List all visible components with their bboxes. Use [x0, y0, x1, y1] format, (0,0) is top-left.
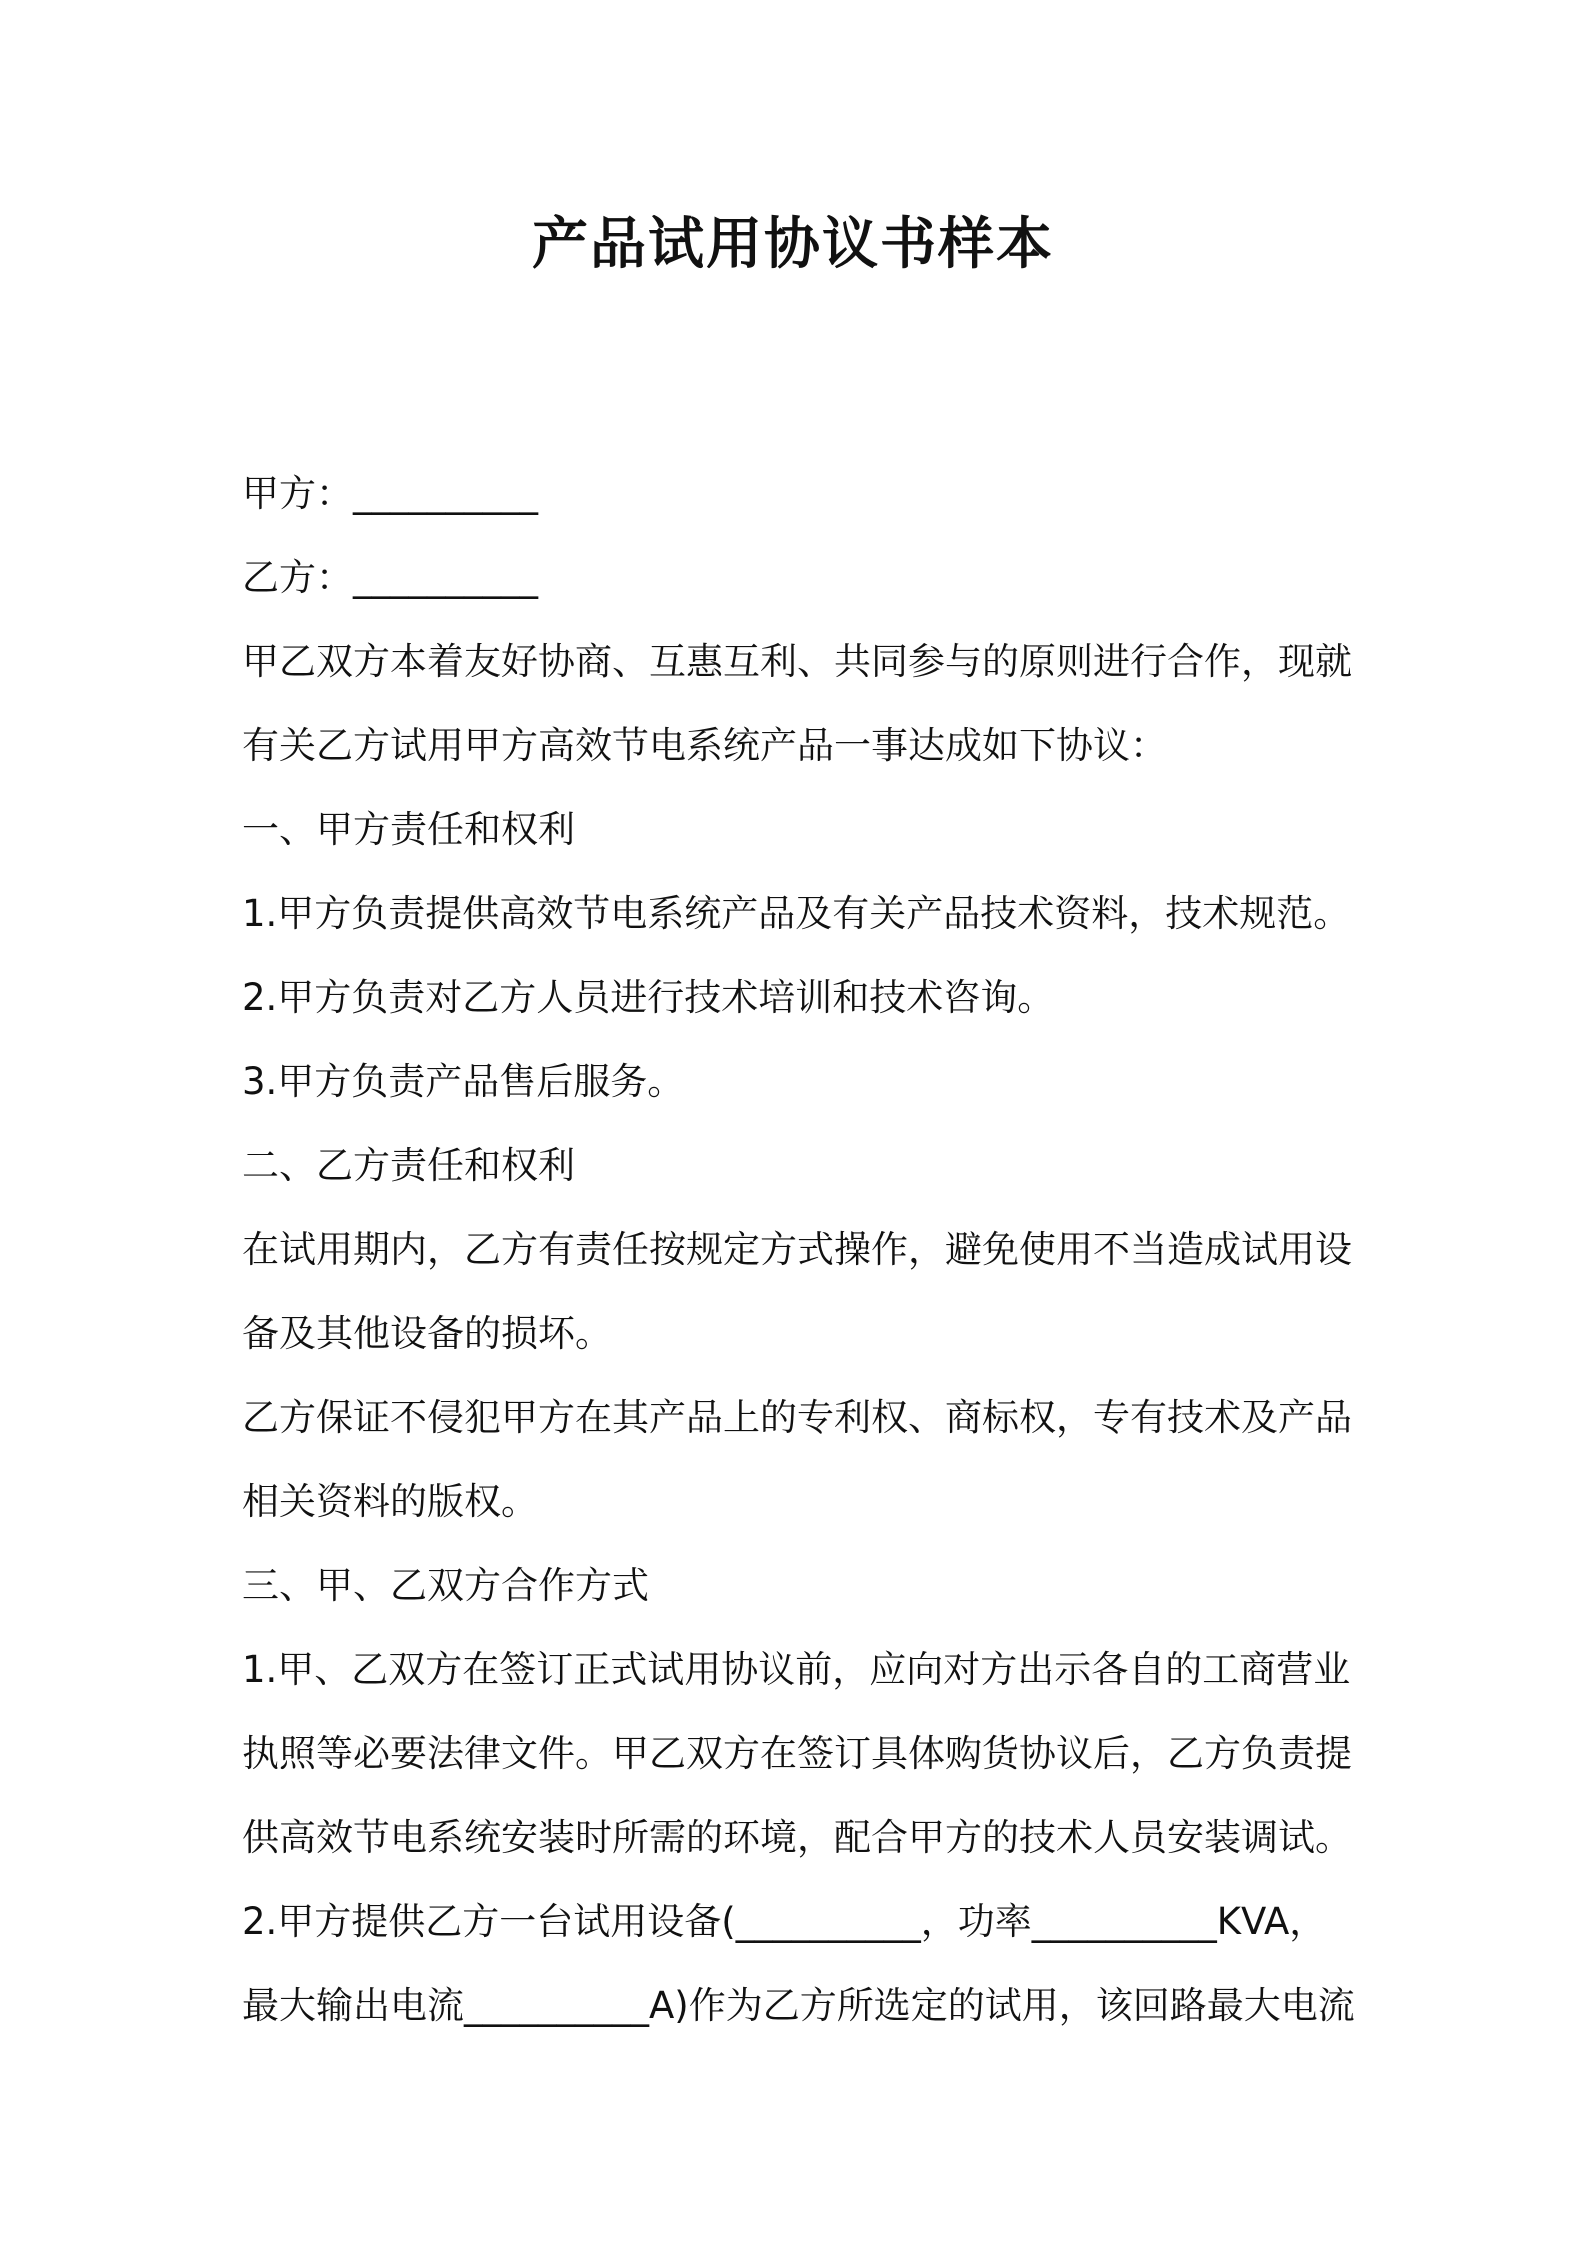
section-heading-2: 二、乙方责任和权利 — [242, 1144, 575, 1187]
clause-line: 相关资料的版权。 — [242, 1480, 538, 1523]
section-heading-1: 一、甲方责任和权利 — [242, 808, 575, 851]
clause-line: 1.甲、乙双方在签订正式试用协议前，应向对方出示各自的工商营业 — [242, 1648, 1351, 1691]
clause-line: 乙方保证不侵犯甲方在其产品上的专利权、商标权，专有技术及产品 — [242, 1396, 1352, 1439]
party-b-line: 乙方：__________ — [242, 556, 538, 599]
clause-line: 3.甲方负责产品售后服务。 — [242, 1060, 685, 1103]
section-heading-3: 三、甲、乙双方合作方式 — [242, 1564, 649, 1607]
clause-line: 在试用期内，乙方有责任按规定方式操作，避免使用不当造成试用设 — [242, 1228, 1352, 1271]
party-a-line: 甲方：__________ — [242, 472, 538, 515]
clause-line: 1.甲方负责提供高效节电系统产品及有关产品技术资料，技术规范。 — [242, 892, 1351, 935]
clause-line: 供高效节电系统安装时所需的环境，配合甲方的技术人员安装调试。 — [242, 1816, 1352, 1859]
document-title: 产品试用协议书样本 — [532, 212, 1054, 277]
preamble-line: 有关乙方试用甲方高效节电系统产品一事达成如下协议： — [242, 724, 1167, 767]
clause-line: 2.甲方提供乙方一台试用设备(__________，功率__________KVA， — [242, 1900, 1327, 1943]
clause-line: 执照等必要法律文件。甲乙双方在签订具体购货协议后，乙方负责提 — [242, 1732, 1352, 1775]
document-body — [242, 452, 1362, 2048]
clause-line: 最大输出电流__________A)作为乙方所选定的试用，该回路最大电流 — [242, 1984, 1355, 2027]
clause-line: 备及其他设备的损坏。 — [242, 1312, 612, 1355]
preamble-line: 甲乙双方本着友好协商、互惠互利、共同参与的原则进行合作，现就 — [242, 640, 1352, 683]
clause-line: 2.甲方负责对乙方人员进行技术培训和技术咨询。 — [242, 976, 1055, 1019]
